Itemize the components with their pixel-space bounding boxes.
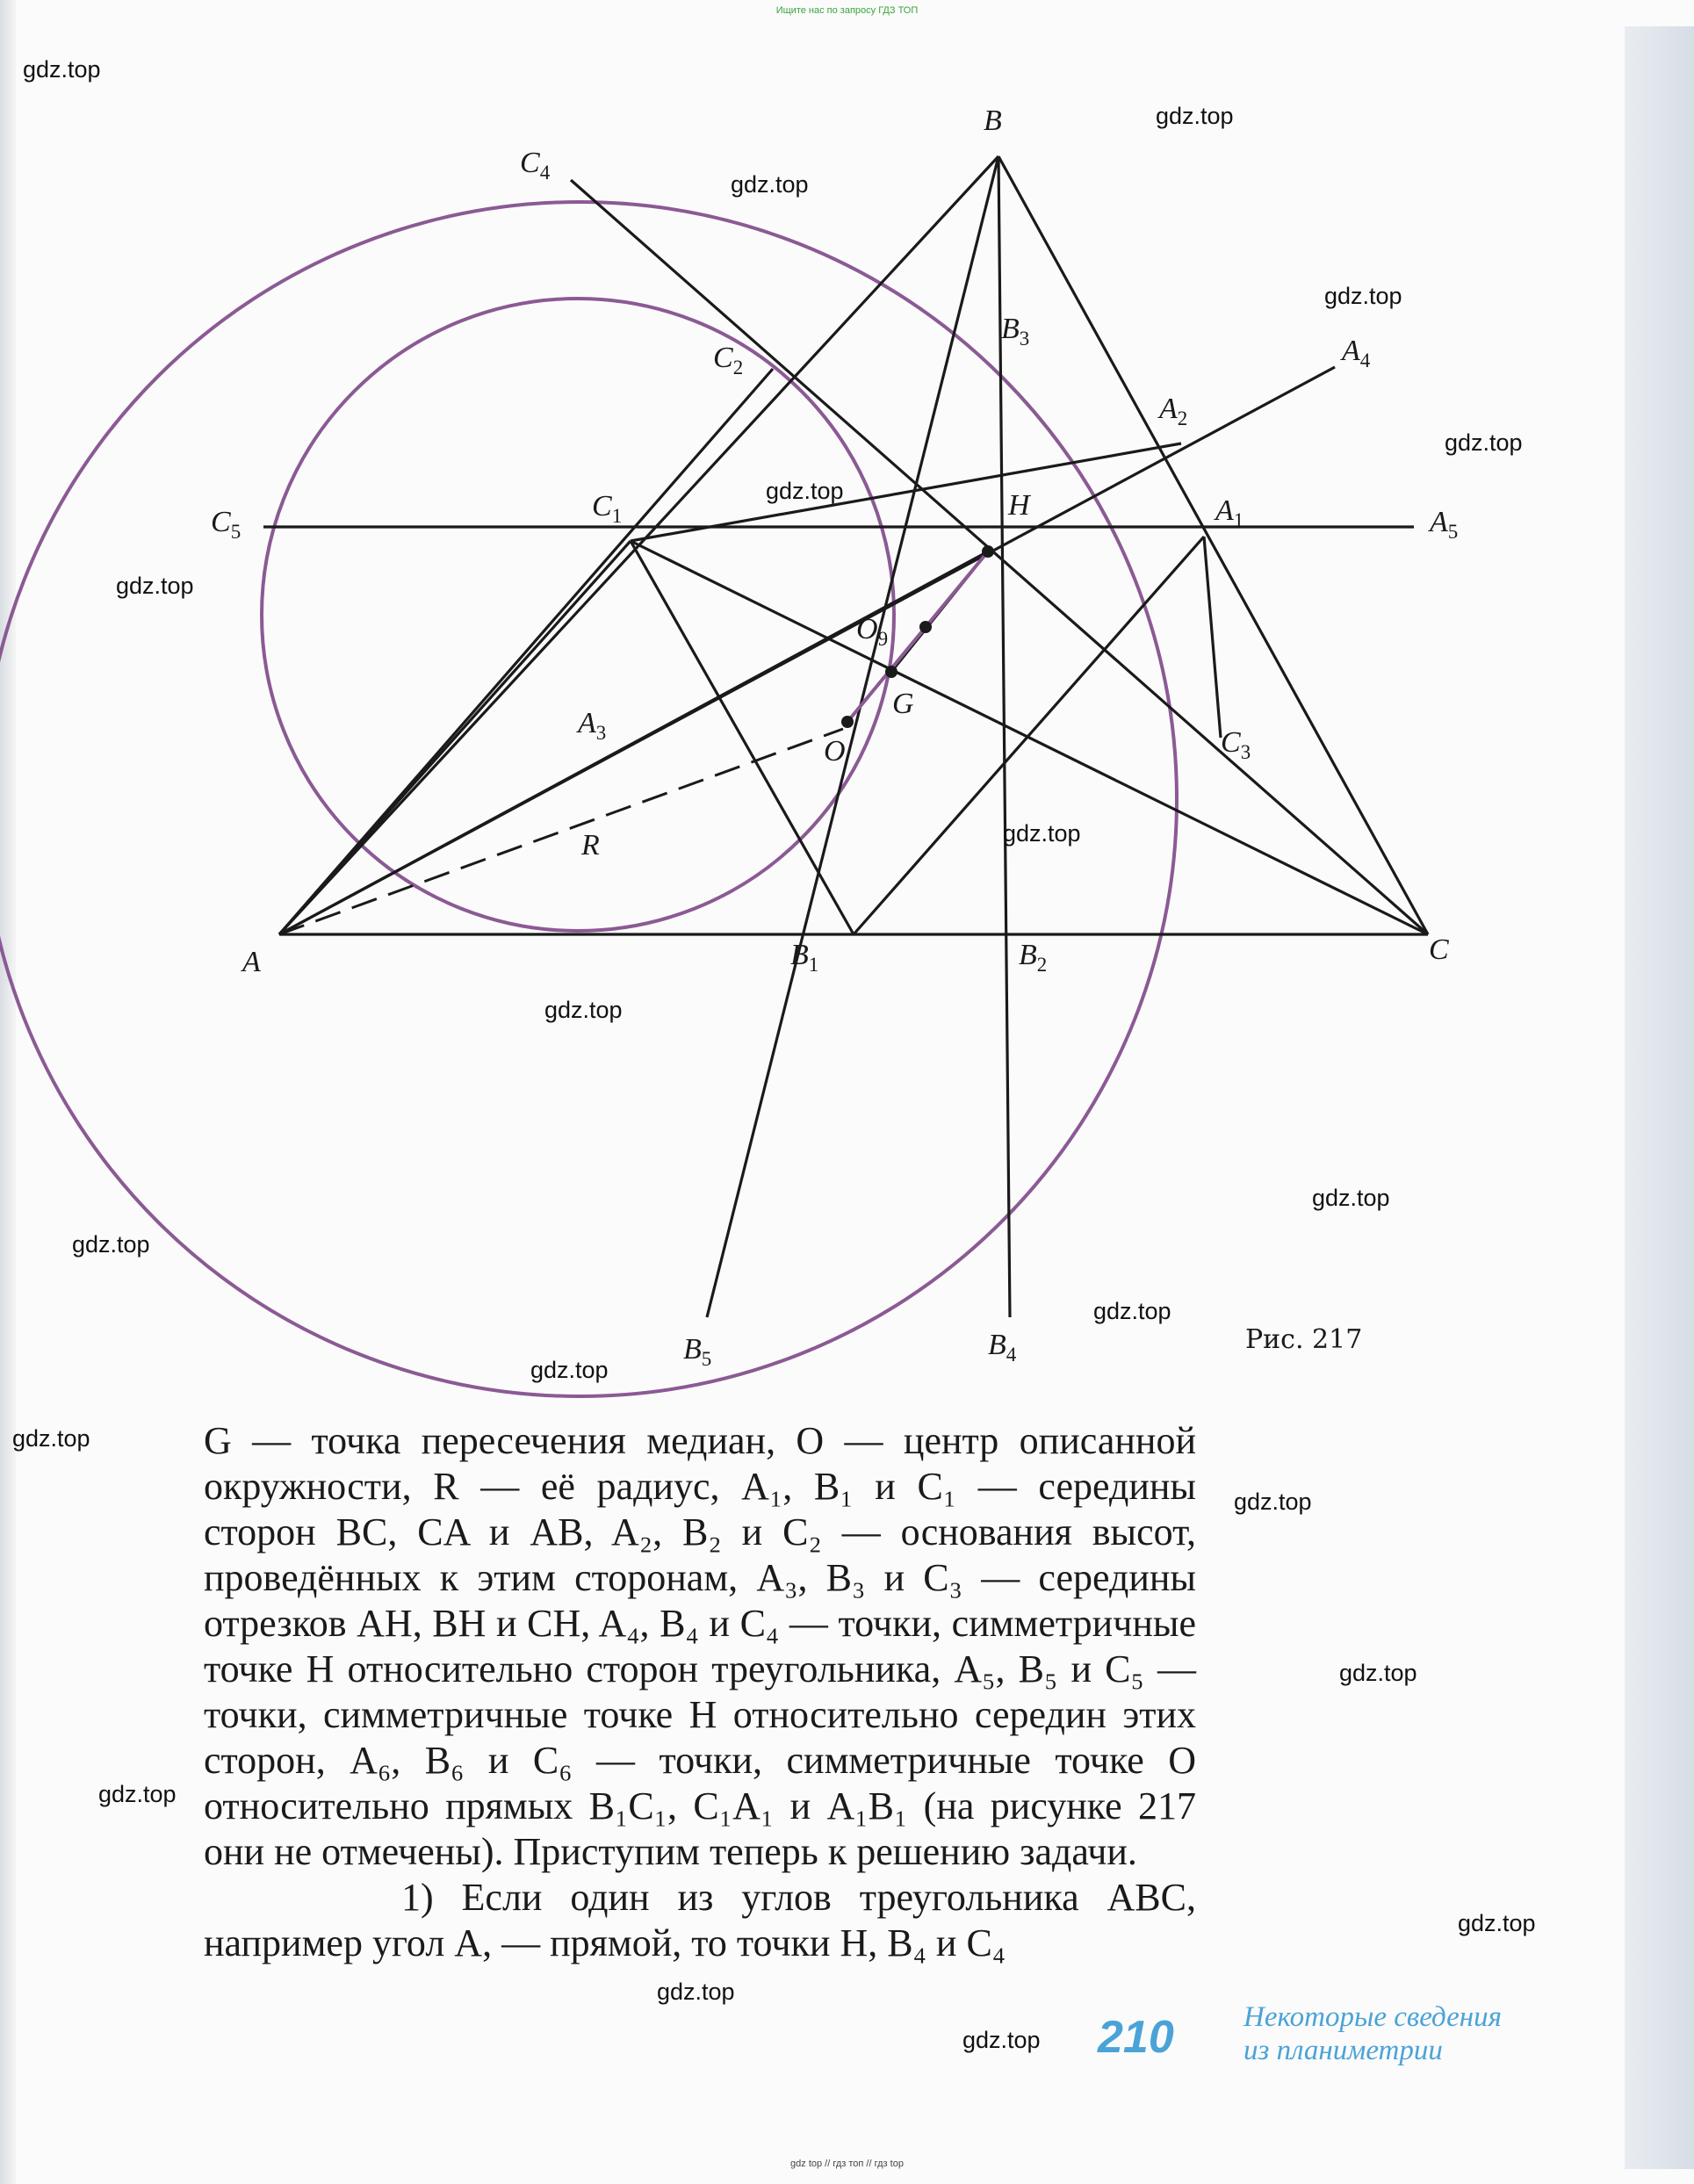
top-banner[interactable]: Ищите нас по запросу ГДЗ ТОП	[775, 5, 919, 16]
radius-R	[279, 729, 843, 934]
watermark: gdz.top	[657, 1979, 735, 2005]
line-A1-C3	[1204, 537, 1221, 738]
label-B: B	[984, 105, 1002, 137]
label-C1: $C_1$	[592, 490, 623, 527]
line-C1-C	[631, 541, 1428, 934]
watermark: gdz.top	[98, 1781, 177, 1807]
label-R: R	[581, 829, 600, 861]
point-H	[982, 545, 994, 558]
watermark: gdz.top	[1003, 820, 1081, 847]
label-G: G	[892, 688, 914, 720]
label-C4: $C_4$	[520, 147, 551, 184]
label-A2: $A_2$	[1159, 393, 1188, 429]
label-B5: $B_5$	[683, 1333, 712, 1370]
label-B2: $B_2$	[1019, 939, 1048, 976]
watermark: gdz.top	[1234, 1488, 1312, 1515]
watermark: gdz.top	[1445, 429, 1523, 456]
watermark: gdz.top	[1156, 103, 1234, 129]
watermark: gdz.top	[1458, 1910, 1536, 1936]
watermark: gdz.top	[23, 56, 101, 83]
bottom-banner[interactable]: gdz top // гдз топ // гдз top	[790, 2159, 904, 2169]
label-B3: $B_3$	[1001, 313, 1030, 350]
watermark: gdz.top	[12, 1425, 90, 1452]
label-A1: $A_1$	[1215, 494, 1244, 531]
watermark: gdz.top	[1324, 283, 1402, 309]
point-O9	[919, 621, 932, 633]
watermark: gdz.top	[731, 171, 809, 198]
label-C: C	[1429, 933, 1449, 966]
point-O	[841, 716, 854, 728]
label-C3: $C_3$	[1221, 726, 1251, 763]
page-number: 210	[1098, 2012, 1174, 2063]
label-A4: $A_4$	[1342, 335, 1371, 371]
point-G	[885, 666, 897, 678]
watermark: gdz.top	[766, 478, 844, 504]
line-B-B5	[707, 156, 998, 1317]
label-A3: $A_3$	[578, 707, 607, 744]
watermark: gdz.top	[530, 1357, 609, 1383]
figure-caption: Рис. 217	[1245, 1324, 1363, 1355]
watermark: gdz.top	[544, 997, 623, 1023]
watermark: gdz.top	[1093, 1298, 1171, 1324]
section-title-line2: из планиметрии	[1243, 2035, 1443, 2066]
label-C2: $C_2$	[713, 342, 744, 378]
line-A-H	[279, 551, 988, 934]
watermark: gdz.top	[1312, 1185, 1390, 1211]
label-B4: $B_4$	[988, 1329, 1017, 1366]
paragraph-definitions: G — точка пересечения медиан, O — центр описанной окружности, R — её радиус, A₁, B₁ и C₁ — середины сторон BC, CA и AB, A₂, B₂ и C₂ — основания высот, проведённых к этим сторонам, A₃, B₃ и C₃ — середины отрезков AH, BH и CH, A₄, B₄ и C₄ — точки, симметричные точке H относительно сторон треугольника, A₅, B₅ и C₅ — точки, симметричные точке H относительно середин этих сторон, A₆, B₆ и C₆ — точки, симметричные точке O относительно прямых B₁C₁, C₁A₁ и A₁B₁ (на рисунке 217 они не отмечены). Приступим теперь к решению задачи.	[204, 1419, 1196, 1873]
label-C5: $C_5$	[211, 506, 241, 543]
line-C1-B1	[631, 541, 854, 934]
watermark: gdz.top	[72, 1231, 150, 1258]
label-B1: $B_1$	[790, 939, 819, 976]
label-O9: $O_9$	[856, 613, 889, 650]
body-text	[204, 1418, 1196, 1966]
label-A: A	[242, 946, 261, 978]
line-C2-A	[279, 369, 773, 934]
watermark: gdz.top	[962, 2027, 1041, 2053]
label-H: H	[1008, 489, 1030, 522]
side-BC	[998, 156, 1428, 934]
section-title	[1243, 2000, 1502, 2067]
watermark: gdz.top	[116, 573, 194, 599]
paragraph-case-1: 1) Если один из углов треугольника ABC, например угол A, — прямой, то точки H, B₄ и C₄	[204, 1876, 1196, 1964]
watermark: gdz.top	[1339, 1660, 1417, 1686]
label-A5: $A_5$	[1430, 506, 1459, 543]
label-O: O	[824, 735, 846, 768]
section-title-line1: Некоторые сведения	[1243, 2001, 1502, 2033]
